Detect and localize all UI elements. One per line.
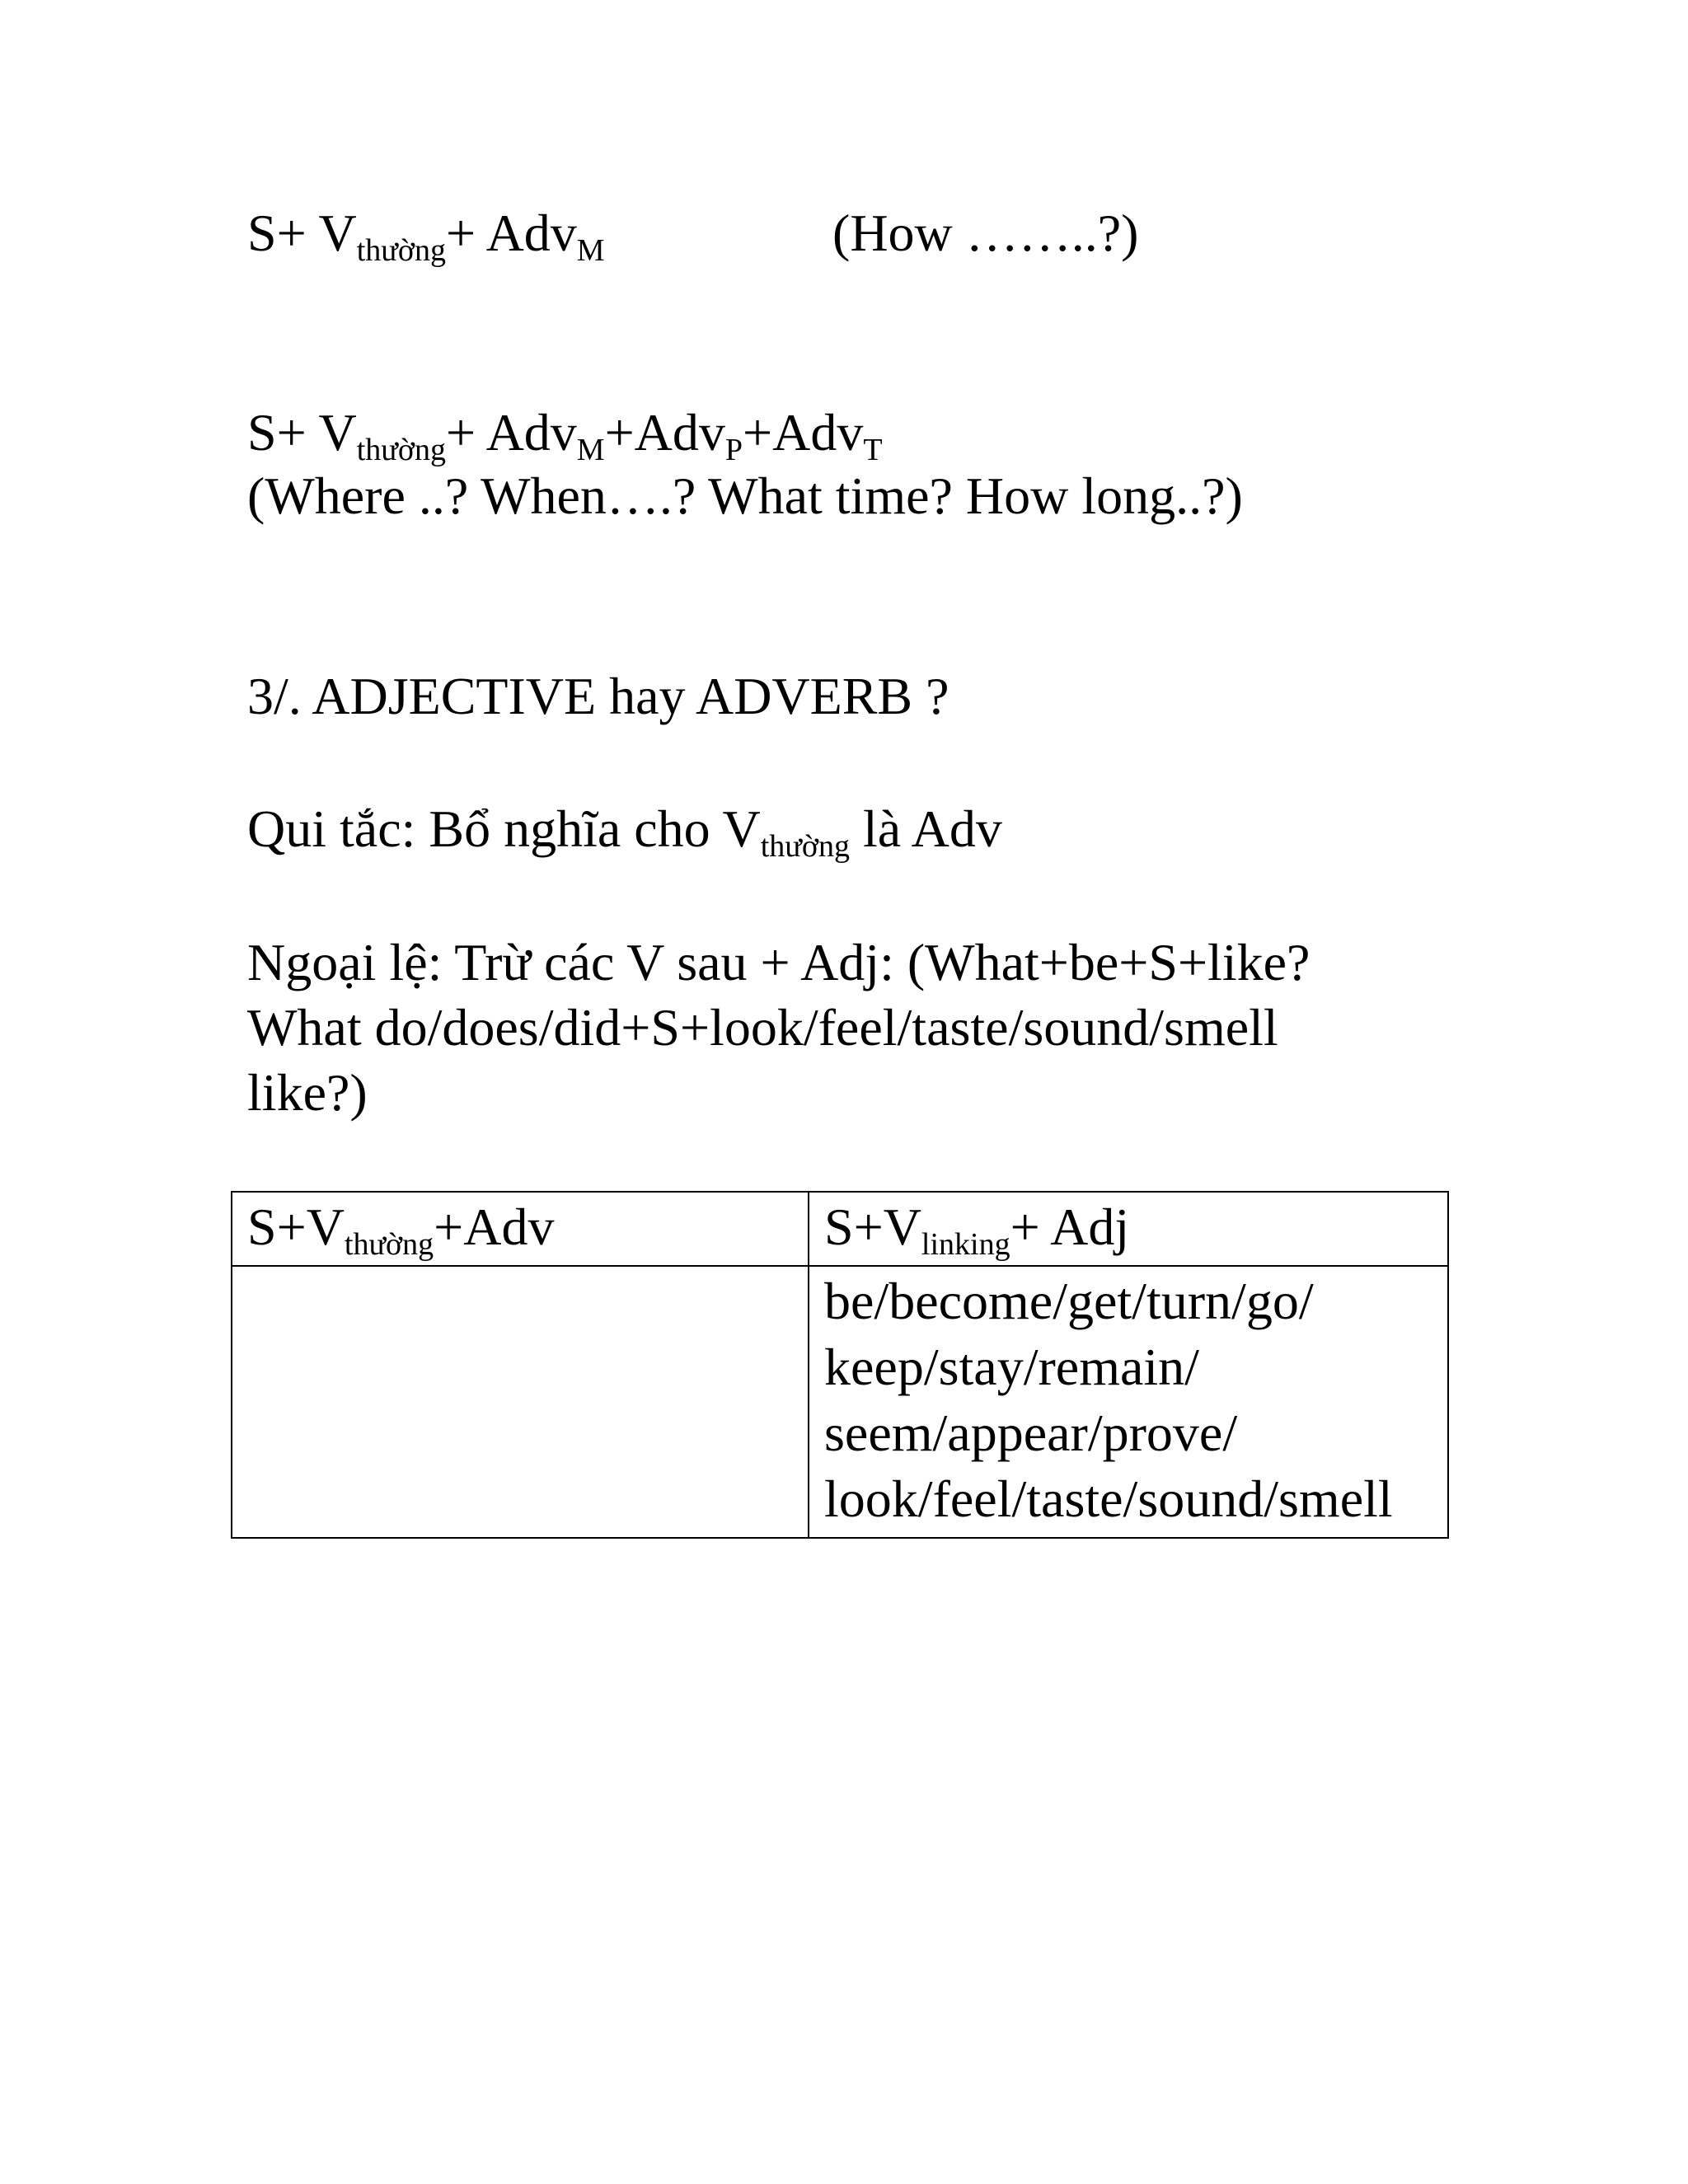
formula-order-prefix: S+ V xyxy=(247,403,357,462)
comparison-table xyxy=(231,1191,1449,1539)
formula-order-adv-manner: + Adv xyxy=(446,403,577,462)
header-adjective-suffix: + Adj xyxy=(1010,1197,1130,1256)
header-adverb-suffix: +Adv xyxy=(434,1197,555,1256)
header-adverb-subscript: thường xyxy=(344,1227,434,1262)
linking-verbs-line: look/feel/taste/sound/smell xyxy=(824,1469,1393,1528)
rule-suffix: là Adv xyxy=(849,799,1002,858)
formula-manner-adv: + Adv xyxy=(446,204,577,262)
formula-manner xyxy=(247,200,605,266)
table-header-row xyxy=(232,1192,1448,1266)
formula-manner-question: (How ……..?) xyxy=(832,204,1139,262)
table-header-adverb xyxy=(232,1192,809,1266)
formula-order-adv-place: +Adv xyxy=(604,403,725,462)
formula-order-subscript-t: T xyxy=(863,433,883,467)
formula-order-subscript-m: M xyxy=(576,433,605,467)
section-heading: 3/. ADJECTIVE hay ADVERB ? xyxy=(247,667,950,725)
header-adverb-prefix: S+V xyxy=(247,1197,345,1256)
formula-order-subscript-p: P xyxy=(724,433,743,467)
formula-manner-verb-subscript: thường xyxy=(356,233,446,268)
formula-order-verb-subscript: thường xyxy=(356,433,446,467)
linking-verbs-line: seem/appear/prove/ xyxy=(824,1404,1238,1462)
formula-order-questions: (Where ..? When….? What time? How long..?) xyxy=(247,466,1243,525)
exception-line-3: like?) xyxy=(247,1063,368,1122)
exception-line-2: What do/does/did+S+look/feel/taste/sound/smell xyxy=(247,998,1278,1057)
formula-order-adv-time: +Adv xyxy=(743,403,864,462)
linking-verbs-line: be/become/get/turn/go/ xyxy=(824,1272,1314,1330)
header-adjective-prefix: S+V xyxy=(824,1197,921,1256)
table-row xyxy=(232,1266,1448,1538)
formula-order xyxy=(247,400,883,466)
table-cell-adverb-verbs xyxy=(232,1266,809,1538)
table-header-adjective xyxy=(809,1192,1448,1266)
rule-verb-subscript: thường xyxy=(760,829,850,864)
rule-line xyxy=(247,796,1002,862)
linking-verbs-line: keep/stay/remain/ xyxy=(824,1338,1199,1396)
table-cell-linking-verbs xyxy=(809,1266,1448,1538)
rule-prefix: Qui tắc: Bổ nghĩa cho V xyxy=(247,799,761,858)
formula-manner-prefix: S+ V xyxy=(247,204,357,262)
formula-manner-adv-subscript: M xyxy=(576,233,605,268)
header-adjective-subscript: linking xyxy=(921,1227,1010,1262)
exception-line-1: Ngoại lệ: Trừ các V sau + Adj: (What+be+S+like? xyxy=(247,933,1311,991)
